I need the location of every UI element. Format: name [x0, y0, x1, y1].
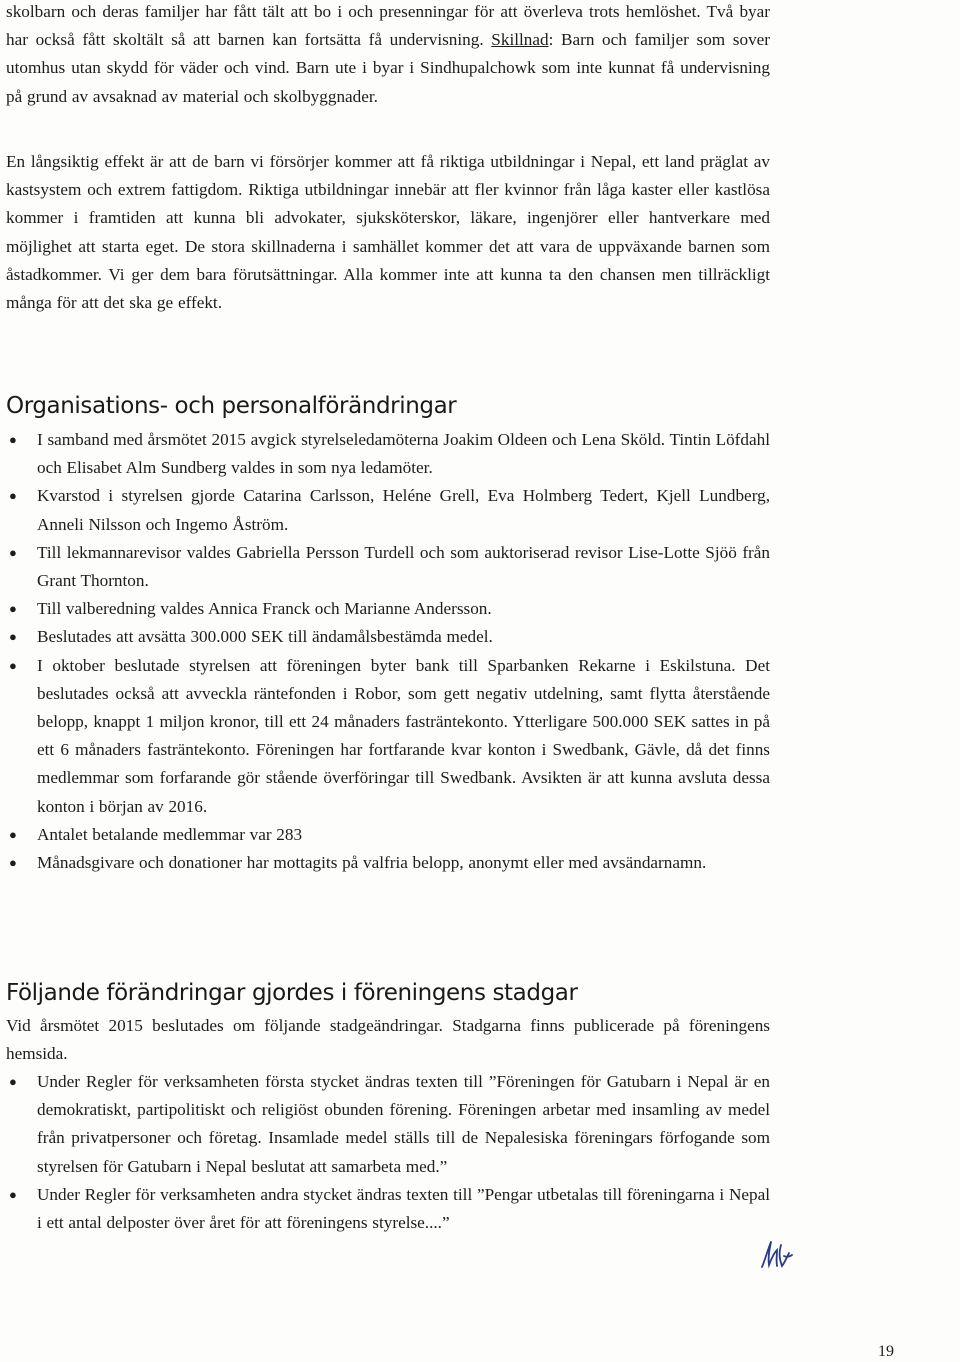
stadgar-intro-paragraph: Vid årsmötet 2015 beslutades om följande stadgeändringar. Stadgarna finns publicerade på föreningens hemsida. — [6, 1016, 770, 1064]
list-item: ● Till valberedning valdes Annica Franck och Marianne Andersson. — [6, 595, 770, 623]
intro-paragraph-1 — [6, 0, 770, 111]
bullet-icon: ● — [9, 432, 17, 447]
intro-lead-text: skolbarn och deras familjer har fått tält att bo i och presenningar för att överleva trots hemlöshet. Två byar har också fått skoltält så att barnen kan fortsätta få undervisning. — [6, 2, 770, 50]
bullet-icon: ● — [9, 1074, 17, 1089]
bullet-icon: ● — [9, 1186, 17, 1202]
organisation-bullet-list — [6, 426, 770, 877]
list-item: ● Antalet betalande medlemmar var 283 — [6, 821, 770, 849]
section-heading-stadgar: Följande förändringar gjordes i föreningens stadgar — [6, 980, 578, 1006]
bullet-icon: ● — [9, 657, 17, 673]
intro-rest-text: : Barn och familjer som sover utomhus utan skydd för väder och vind. Barn ute i byar i Sindhupalchowk som inte kunnat få undervisning på grund av avsaknad av material och skolbyggnader. — [6, 30, 771, 106]
section-heading-organisation: Organisations- och personalförändringar — [6, 393, 457, 419]
list-item: ● I samband med årsmötet 2015 avgick styrelseledamöterna Joakim Oldeen och Lena Sköld. Tintin Löfdahl och Elisabet Alm Sundberg valdes in som nya ledamöter. — [6, 426, 770, 482]
bullet-icon: ● — [9, 601, 17, 617]
bullet-icon: ● — [9, 629, 17, 645]
list-item: ● I oktober beslutade styrelsen att föreningen byter bank till Sparbanken Rekarne i Eskilstuna. Det beslutades också att avveckla räntefonden i Robor, som gett negativ utdelning, samt flytta återstående belopp, knappt 1 miljon kronor, till ett 24 månaders fasträntekonto. Ytterligare 500.000 SEK sattes in på ett 6 månaders fasträntekonto. Föreningen har fortfarande kvar konton i Swedbank, Gävle, då det finns medlemmar som forfarande gör stående överföringar till Swedbank. Avsikten är att kunna avsluta dessa konton i början av 2016. — [6, 652, 770, 821]
stadgar-bullet-list — [6, 1068, 770, 1237]
list-item: ● Månadsgivare och donationer har mottagits på valfria belopp, anonymt eller med avsändarnamn. — [6, 849, 770, 877]
list-item: ● Till lekmannarevisor valdes Gabriella Persson Turdell och som auktoriserad revisor Lise-Lotte Sjöö från Grant Thornton. — [6, 539, 770, 595]
list-item: ● Beslutades att avsätta 300.000 SEK till ändamålsbestämda medel. — [6, 623, 770, 651]
handwritten-initials-icon — [758, 1236, 794, 1270]
page-number: 19 — [878, 1343, 894, 1360]
bullet-icon: ● — [9, 826, 17, 842]
bullet-icon: ● — [9, 544, 17, 560]
list-item: ● Under Regler för verksamheten andra stycket ändras texten till ”Pengar utbetalas till föreningarna i Nepal i ett antal delposter över året för att föreningens styrelse....” — [6, 1181, 770, 1237]
bullet-icon: ● — [9, 488, 17, 504]
intro-label-skillnad: Skillnad — [491, 30, 549, 50]
bullet-icon: ● — [9, 855, 17, 871]
list-item: ● Under Regler för verksamheten första stycket ändras texten till ”Föreningen för Gatubarn i Nepal är en demokratiskt, partipolitiskt och religiöst obunden förening. Föreningen arbetar med insamling av medel från privatpersoner och företag. Insamlade medel ställs till de Nepalesiska föreningars förfogande som styrelsen för Gatubarn i Nepal beslutat att samarbeta med.” — [6, 1068, 770, 1181]
intro-paragraph-2: En långsiktig effekt är att de barn vi försörjer kommer att få riktiga utbildningar i Nepal, ett land präglat av kastsystem och extrem fattigdom. Riktiga utbildningar innebär att fler kvinnor från låga kaster eller kastlösa kommer i framtiden att kunna bli advokater, sjuksköterskor, läkare, ingenjörer eller hantverkare med möjlighet att starta eget. De stora skillnaderna i samhället kommer det att vara de uppväxande barnen som åstadkommer. Vi ger dem bara förutsättningar. Alla kommer inte att kunna ta den chansen men tillräckligt många för att det ska ge effekt. — [6, 152, 770, 313]
list-item: ● Kvarstod i styrelsen gjorde Catarina Carlsson, Heléne Grell, Eva Holmberg Tedert, Kjell Lundberg, Anneli Nilsson och Ingemo Åström. — [6, 482, 770, 538]
